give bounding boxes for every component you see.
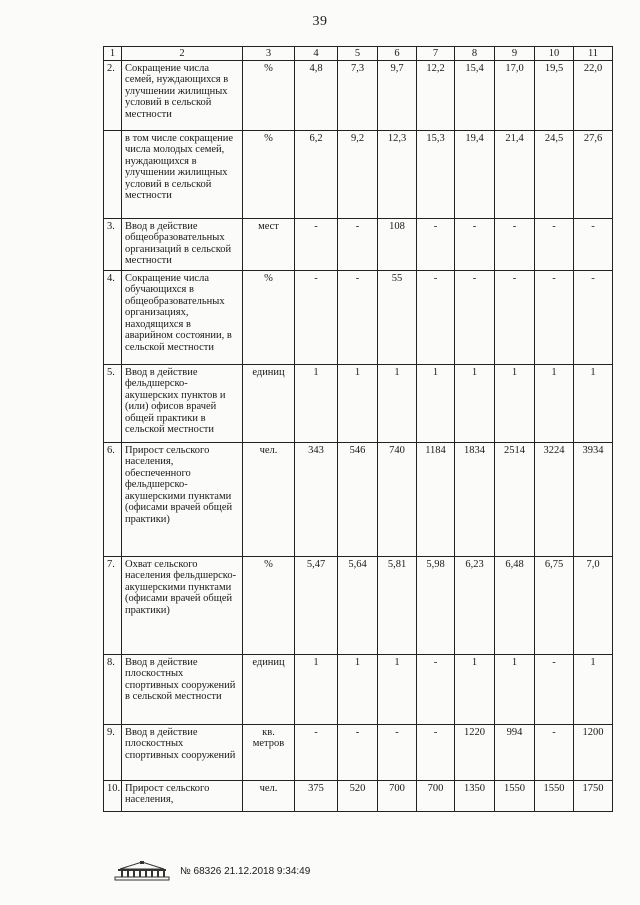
unit-of-measure: кв. метров: [243, 724, 295, 780]
year-value: -: [295, 270, 338, 364]
unit-of-measure: %: [243, 130, 295, 218]
indicator-name: Ввод в действие плоскостных спортивных сооружений в сельской местности: [122, 654, 243, 724]
year-value: 1834: [455, 442, 495, 556]
year-value: 3934: [574, 442, 613, 556]
year-value: -: [417, 724, 455, 780]
year-value: 7,0: [574, 556, 613, 654]
row-number: 4.: [104, 270, 122, 364]
row-number: 2.: [104, 60, 122, 130]
column-number-4: 4: [295, 47, 338, 61]
year-value: -: [417, 270, 455, 364]
year-value: 1: [574, 654, 613, 724]
year-value: 19,5: [535, 60, 574, 130]
unit-of-measure: единиц: [243, 364, 295, 442]
year-value: 4,8: [295, 60, 338, 130]
year-value: -: [295, 724, 338, 780]
indicator-name: Ввод в действие плоскостных спортивных сооружений: [122, 724, 243, 780]
table-row: [104, 130, 613, 218]
year-value: 6,2: [295, 130, 338, 218]
page-number: 39: [312, 14, 328, 29]
year-value: 1184: [417, 442, 455, 556]
year-value: 12,2: [417, 60, 455, 130]
year-value: 27,6: [574, 130, 613, 218]
table-row: [104, 724, 613, 780]
year-value: 700: [378, 780, 417, 811]
year-value: 1750: [574, 780, 613, 811]
year-value: 343: [295, 442, 338, 556]
indicator-name: Прирост сельского населения, обеспеченного фельдшерско-акушерскими пунктами (офисами врачей общей практики): [122, 442, 243, 556]
unit-of-measure: %: [243, 556, 295, 654]
indicator-name: Прирост сельского населения,: [122, 780, 243, 811]
year-value: -: [535, 654, 574, 724]
year-value: -: [535, 270, 574, 364]
indicator-name: Ввод в действие общеобразовательных организаций в сельской местности: [122, 218, 243, 270]
year-value: 1200: [574, 724, 613, 780]
row-number: 9.: [104, 724, 122, 780]
year-value: 1: [338, 364, 378, 442]
year-value: -: [417, 218, 455, 270]
row-number: 6.: [104, 442, 122, 556]
column-number-1: 1: [104, 47, 122, 61]
column-number-9: 9: [495, 47, 535, 61]
column-number-5: 5: [338, 47, 378, 61]
government-building-icon: [112, 861, 172, 881]
unit-of-measure: чел.: [243, 442, 295, 556]
row-number: 8.: [104, 654, 122, 724]
year-value: 5,98: [417, 556, 455, 654]
year-value: 520: [338, 780, 378, 811]
table-row: [104, 442, 613, 556]
year-value: 108: [378, 218, 417, 270]
year-value: -: [338, 270, 378, 364]
year-value: 9,2: [338, 130, 378, 218]
year-value: 1: [378, 364, 417, 442]
table-row: [104, 556, 613, 654]
year-value: 24,5: [535, 130, 574, 218]
table-row: [104, 364, 613, 442]
year-value: 5,64: [338, 556, 378, 654]
unit-of-measure: чел.: [243, 780, 295, 811]
year-value: 1: [455, 654, 495, 724]
column-number-11: 11: [574, 47, 613, 61]
unit-of-measure: %: [243, 270, 295, 364]
row-number: 7.: [104, 556, 122, 654]
column-number-2: 2: [122, 47, 243, 61]
row-number: 10.: [104, 780, 122, 811]
year-value: 1350: [455, 780, 495, 811]
column-number-8: 8: [455, 47, 495, 61]
year-value: -: [417, 654, 455, 724]
year-value: 1550: [535, 780, 574, 811]
year-value: 7,3: [338, 60, 378, 130]
year-value: 375: [295, 780, 338, 811]
indicator-name: Охват сельского населения фельдшерско-акушерскими пунктами (офисами врачей общей практики): [122, 556, 243, 654]
year-value: 1: [295, 364, 338, 442]
year-value: -: [338, 724, 378, 780]
year-value: 1: [378, 654, 417, 724]
year-value: -: [455, 218, 495, 270]
year-value: 5,81: [378, 556, 417, 654]
year-value: -: [378, 724, 417, 780]
document-footer: [112, 860, 310, 882]
year-value: 700: [417, 780, 455, 811]
year-value: 15,3: [417, 130, 455, 218]
year-value: 15,4: [455, 60, 495, 130]
indicator-name: Ввод в действие фельдшерско-акушерских пунктов и (или) офисов врачей общей практики в сельской местности: [122, 364, 243, 442]
row-number: 3.: [104, 218, 122, 270]
year-value: 1220: [455, 724, 495, 780]
year-value: 21,4: [495, 130, 535, 218]
column-number-7: 7: [417, 47, 455, 61]
year-value: -: [574, 270, 613, 364]
year-value: 1: [338, 654, 378, 724]
year-value: 994: [495, 724, 535, 780]
unit-of-measure: мест: [243, 218, 295, 270]
year-value: 12,3: [378, 130, 417, 218]
unit-of-measure: %: [243, 60, 295, 130]
year-value: -: [495, 270, 535, 364]
year-value: 3224: [535, 442, 574, 556]
year-value: -: [295, 218, 338, 270]
year-value: -: [535, 724, 574, 780]
column-number-3: 3: [243, 47, 295, 61]
column-number-10: 10: [535, 47, 574, 61]
year-value: 6,48: [495, 556, 535, 654]
indicator-name: в том числе сокращение числа молодых семей, нуждающихся в улучшении жилищных условий в сельской местности: [122, 130, 243, 218]
column-number-6: 6: [378, 47, 417, 61]
row-number: [104, 130, 122, 218]
year-value: 2514: [495, 442, 535, 556]
year-value: 1: [295, 654, 338, 724]
row-number: 5.: [104, 364, 122, 442]
year-value: 22,0: [574, 60, 613, 130]
year-value: -: [574, 218, 613, 270]
year-value: 1: [535, 364, 574, 442]
table-row: [104, 780, 613, 811]
year-value: 1: [417, 364, 455, 442]
year-value: 1: [455, 364, 495, 442]
year-value: -: [535, 218, 574, 270]
year-value: 6,75: [535, 556, 574, 654]
year-value: 9,7: [378, 60, 417, 130]
year-value: 1550: [495, 780, 535, 811]
table-row: [104, 270, 613, 364]
document-stamp: № 68326 21.12.2018 9:34:49: [180, 865, 311, 877]
year-value: 546: [338, 442, 378, 556]
year-value: 1: [495, 364, 535, 442]
indicator-name: Сокращение числа семей, нуждающихся в улучшении жилищных условий в сельской местности: [122, 60, 243, 130]
year-value: 17,0: [495, 60, 535, 130]
indicators-table: [103, 46, 613, 812]
table-row: [104, 218, 613, 270]
year-value: 740: [378, 442, 417, 556]
year-value: 19,4: [455, 130, 495, 218]
year-value: -: [338, 218, 378, 270]
year-value: 1: [574, 364, 613, 442]
table-row: [104, 60, 613, 130]
year-value: -: [495, 218, 535, 270]
year-value: 6,23: [455, 556, 495, 654]
table-header-row: [104, 47, 613, 61]
unit-of-measure: единиц: [243, 654, 295, 724]
year-value: 5,47: [295, 556, 338, 654]
table-row: [104, 654, 613, 724]
year-value: -: [455, 270, 495, 364]
indicator-name: Сокращение числа обучающихся в общеобразовательных организациях, находящихся в аварийном состоянии, в сельской местности: [122, 270, 243, 364]
year-value: 55: [378, 270, 417, 364]
year-value: 1: [495, 654, 535, 724]
